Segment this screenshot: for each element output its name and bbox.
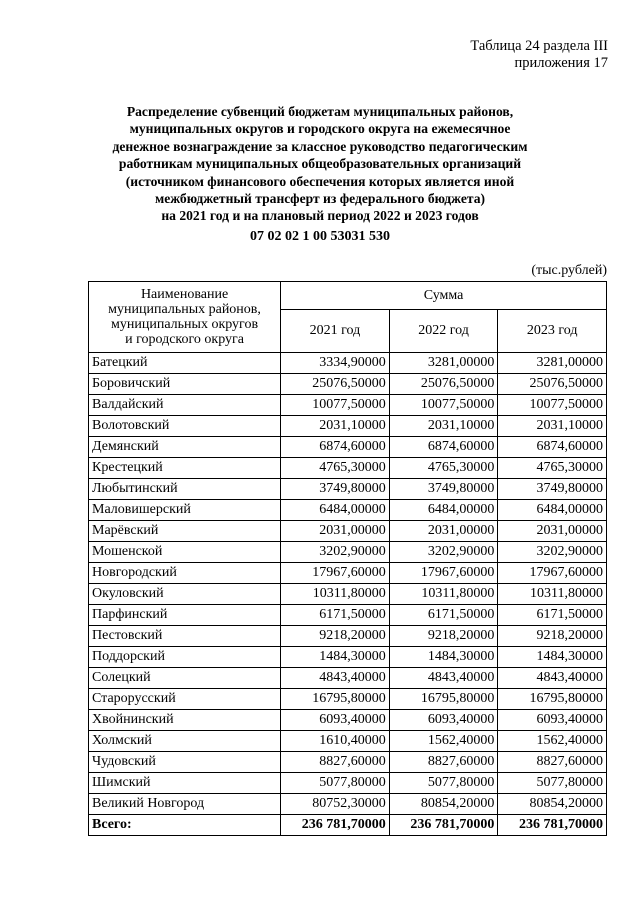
value-2022: 1562,40000 — [389, 731, 498, 752]
total-row — [89, 815, 607, 836]
table-reference-line-1: Таблица 24 раздела III — [470, 38, 608, 54]
table-row — [89, 416, 607, 437]
year-2022-header: 2022 год — [389, 310, 498, 353]
value-2021: 1610,40000 — [281, 731, 390, 752]
municipality-name: Марёвский — [89, 521, 281, 542]
value-2022: 4765,30000 — [389, 458, 498, 479]
value-2023: 2031,00000 — [498, 521, 607, 542]
units-label: (тыс.рублей) — [531, 263, 607, 278]
value-2021: 25076,50000 — [281, 374, 390, 395]
value-2022: 6171,50000 — [389, 605, 498, 626]
value-2022: 16795,80000 — [389, 689, 498, 710]
municipality-name: Солецкий — [89, 668, 281, 689]
value-2023: 2031,10000 — [498, 416, 607, 437]
value-2023: 3749,80000 — [498, 479, 607, 500]
municipality-name: Холмский — [89, 731, 281, 752]
municipality-name: Хвойнинский — [89, 710, 281, 731]
value-2022: 8827,60000 — [389, 752, 498, 773]
value-2021: 6093,40000 — [281, 710, 390, 731]
value-2023: 1562,40000 — [498, 731, 607, 752]
value-2021: 236 781,70000 — [281, 815, 390, 836]
value-2022: 25076,50000 — [389, 374, 498, 395]
value-2022: 6093,40000 — [389, 710, 498, 731]
value-2021: 10311,80000 — [281, 584, 390, 605]
value-2022: 5077,80000 — [389, 773, 498, 794]
value-2023: 10311,80000 — [498, 584, 607, 605]
value-2021: 3749,80000 — [281, 479, 390, 500]
value-2023: 6171,50000 — [498, 605, 607, 626]
municipality-name: Демянский — [89, 437, 281, 458]
value-2023: 16795,80000 — [498, 689, 607, 710]
name-column-header — [89, 282, 281, 353]
value-2022: 6874,60000 — [389, 437, 498, 458]
title-line: на 2021 год и на плановый период 2022 и 2023 годов — [161, 208, 479, 224]
value-2022: 1484,30000 — [389, 647, 498, 668]
table-row — [89, 752, 607, 773]
value-2023: 10077,50000 — [498, 395, 607, 416]
table-row — [89, 794, 607, 815]
table-row — [89, 542, 607, 563]
value-2023: 25076,50000 — [498, 374, 607, 395]
value-2023: 9218,20000 — [498, 626, 607, 647]
value-2022: 9218,20000 — [389, 626, 498, 647]
value-2021: 9218,20000 — [281, 626, 390, 647]
table-row — [89, 458, 607, 479]
municipality-name: Любытинский — [89, 479, 281, 500]
subvention-table — [88, 281, 607, 836]
value-2021: 6484,00000 — [281, 500, 390, 521]
value-2022: 3202,90000 — [389, 542, 498, 563]
table-row — [89, 731, 607, 752]
municipality-name: Шимский — [89, 773, 281, 794]
table-row — [89, 710, 607, 731]
value-2021: 8827,60000 — [281, 752, 390, 773]
value-2021: 3202,90000 — [281, 542, 390, 563]
table-row — [89, 605, 607, 626]
name-header-line: Наименование — [140, 287, 229, 302]
municipality-name: Крестецкий — [89, 458, 281, 479]
value-2022: 10311,80000 — [389, 584, 498, 605]
year-2023-header: 2023 год — [498, 310, 607, 353]
name-header-line: муниципальных районов, — [108, 302, 261, 317]
value-2023: 17967,60000 — [498, 563, 607, 584]
value-2022: 236 781,70000 — [389, 815, 498, 836]
title-line: работникам муниципальных общеобразовательных организаций — [118, 156, 522, 172]
value-2023: 5077,80000 — [498, 773, 607, 794]
title-line: межбюджетный трансферт из федерального бюджета) — [154, 191, 486, 207]
table-row — [89, 584, 607, 605]
value-2021: 6874,60000 — [281, 437, 390, 458]
table-body — [89, 353, 607, 836]
title-line: (источником финансового обеспечения которых является иной — [125, 173, 515, 189]
value-2023: 1484,30000 — [498, 647, 607, 668]
sum-column-header: Сумма — [281, 282, 607, 310]
value-2022: 17967,60000 — [389, 563, 498, 584]
value-2022: 2031,10000 — [389, 416, 498, 437]
value-2021: 16795,80000 — [281, 689, 390, 710]
municipality-name: Новгородский — [89, 563, 281, 584]
value-2021: 5077,80000 — [281, 773, 390, 794]
value-2023: 6093,40000 — [498, 710, 607, 731]
table-reference-line-2: приложения 17 — [514, 55, 608, 71]
value-2021: 4765,30000 — [281, 458, 390, 479]
value-2022: 3281,00000 — [389, 353, 498, 374]
value-2023: 6484,00000 — [498, 500, 607, 521]
municipality-name: Чудовский — [89, 752, 281, 773]
table-reference — [470, 38, 608, 72]
budget-code: 07 02 02 1 00 53031 530 — [250, 229, 390, 244]
value-2023: 3281,00000 — [498, 353, 607, 374]
table-row — [89, 689, 607, 710]
value-2023: 4765,30000 — [498, 458, 607, 479]
table-row — [89, 353, 607, 374]
value-2022: 3749,80000 — [389, 479, 498, 500]
value-2022: 4843,40000 — [389, 668, 498, 689]
year-2021-header: 2021 год — [281, 310, 390, 353]
value-2021: 6171,50000 — [281, 605, 390, 626]
title-line: денежное вознаграждение за классное руководство педагогическим — [112, 138, 528, 154]
municipality-name: Старорусский — [89, 689, 281, 710]
table-row — [89, 437, 607, 458]
value-2021: 10077,50000 — [281, 395, 390, 416]
municipality-name: Великий Новгород — [89, 794, 281, 815]
value-2023: 6874,60000 — [498, 437, 607, 458]
value-2023: 236 781,70000 — [498, 815, 607, 836]
table-row — [89, 647, 607, 668]
value-2021: 4843,40000 — [281, 668, 390, 689]
municipality-name: Валдайский — [89, 395, 281, 416]
municipality-name: Мошенской — [89, 542, 281, 563]
table-row — [89, 626, 607, 647]
value-2021: 17967,60000 — [281, 563, 390, 584]
value-2021: 3334,90000 — [281, 353, 390, 374]
table-row — [89, 521, 607, 542]
municipality-name: Боровичский — [89, 374, 281, 395]
name-header-line: и городского округа — [125, 332, 244, 347]
name-header-line: муниципальных округов — [111, 317, 259, 332]
value-2023: 4843,40000 — [498, 668, 607, 689]
municipality-name: Пестовский — [89, 626, 281, 647]
table-row — [89, 500, 607, 521]
value-2022: 80854,20000 — [389, 794, 498, 815]
title-line: Распределение субвенций бюджетам муниципальных районов, — [126, 104, 514, 119]
municipality-name: Окуловский — [89, 584, 281, 605]
value-2021: 1484,30000 — [281, 647, 390, 668]
total-label: Всего: — [89, 815, 281, 836]
municipality-name: Волотовский — [89, 416, 281, 437]
table-row — [89, 773, 607, 794]
table-row — [89, 668, 607, 689]
document-title — [70, 103, 570, 225]
value-2021: 2031,10000 — [281, 416, 390, 437]
value-2021: 80752,30000 — [281, 794, 390, 815]
municipality-name: Батецкий — [89, 353, 281, 374]
municipality-name: Поддорский — [89, 647, 281, 668]
value-2023: 80854,20000 — [498, 794, 607, 815]
value-2022: 6484,00000 — [389, 500, 498, 521]
value-2023: 8827,60000 — [498, 752, 607, 773]
value-2022: 10077,50000 — [389, 395, 498, 416]
municipality-name: Маловишерский — [89, 500, 281, 521]
value-2023: 3202,90000 — [498, 542, 607, 563]
municipality-name: Парфинский — [89, 605, 281, 626]
table-row — [89, 374, 607, 395]
table-row — [89, 395, 607, 416]
table-row — [89, 563, 607, 584]
table-row — [89, 479, 607, 500]
value-2021: 2031,00000 — [281, 521, 390, 542]
title-line: муниципальных округов и городского округа на ежемесячное — [129, 121, 511, 137]
value-2022: 2031,00000 — [389, 521, 498, 542]
